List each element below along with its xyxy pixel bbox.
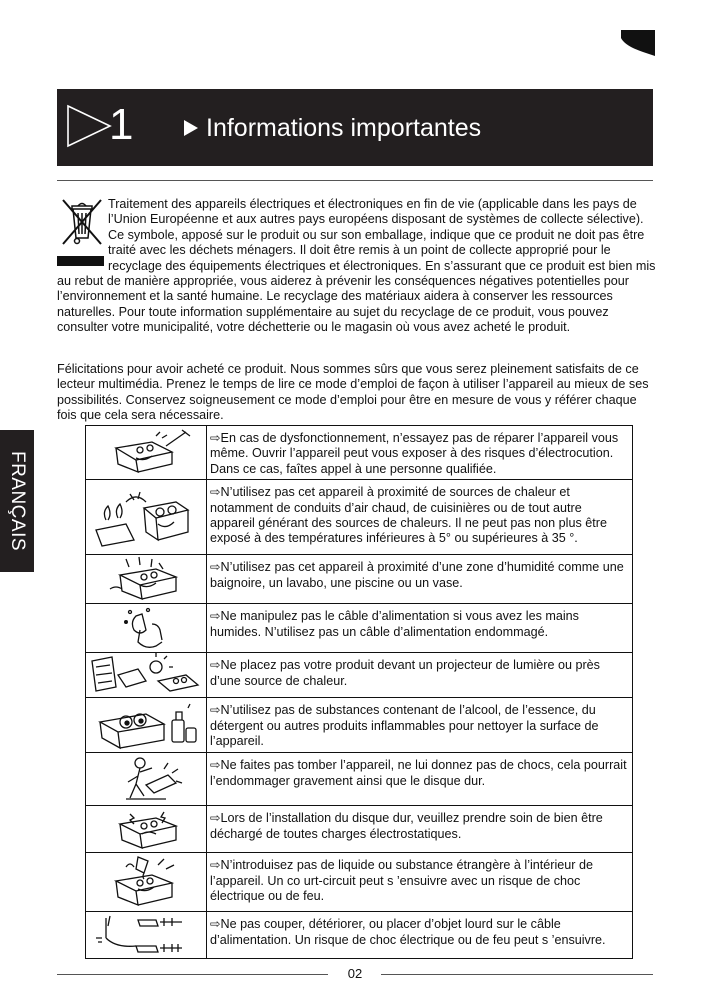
congratulations-text: Félicitations pour avoir acheté ce produit. Nous sommes sûrs que vous serez pleinement satisfaits de ce lecteur multimédia. Prenez le temps de lire ce mode d’emploi de façon à utiliser l’appareil au mieux de ses possibilités. Conservez soigneusement ce mode d’emploi pour être en mesure de vous y référer chaque fois que cela sera nécessaire. (57, 362, 649, 423)
warning-illustration (86, 555, 207, 604)
warning-illustration (86, 426, 207, 480)
warning-illustration (86, 653, 207, 698)
warning-text: ⇨N’utilisez pas cet appareil à proximité de sources de chaleur et notamment de conduits d’air chaud, de cuisinières ou de tout autre appareil générant des sources de chaleurs. Il ne peut pas non plus être exposé à des températures inférieures à 5° ou supérieures à 35 °. (207, 480, 633, 555)
static-discharge-icon (86, 806, 204, 852)
warning-illustration (86, 753, 207, 806)
warning-row (86, 806, 633, 853)
warning-illustration (86, 806, 207, 853)
flammable-cleaner-icon (86, 698, 204, 752)
warning-row (86, 912, 633, 959)
warning-illustration (86, 853, 207, 912)
page-number: 02 (347, 966, 363, 981)
heat-source-icon (86, 480, 204, 554)
play-triangle-icon (184, 120, 198, 136)
humidity-icon (86, 555, 204, 603)
warning-illustration (86, 480, 207, 555)
warning-illustration (86, 604, 207, 653)
liquid-intrusion-icon (86, 853, 204, 911)
warning-text: ⇨N’utilisez pas cet appareil à proximité d’une zone d’humidité comme une baignoire, un lavabo, une piscine ou un vase. (207, 555, 633, 604)
warning-row (86, 604, 633, 653)
warning-text: ⇨En cas de dysfonctionnement, n’essayez pas de réparer l’appareil vous même. Ouvrir l’appareil peut vous exposer à des risques d’électrocution. Dans ce cas, faîtes appel à une personne qualifiée. (207, 426, 633, 480)
warning-text: ⇨Ne faites pas tomber l’appareil, ne lui donnez pas de chocs, cela pourrait l’endommager gravement ainsi que le disque dur. (207, 753, 633, 806)
chapter-number: 1 (109, 100, 134, 149)
warning-row (86, 698, 633, 753)
warning-text: ⇨Ne pas couper, détériorer, ou placer d’objet lourd sur le câble d’alimentation. Un risque de choc électrique ou de feu peut s ’ensuivre. (207, 912, 633, 959)
repair-warning-icon (86, 426, 204, 476)
weee-notice (57, 197, 659, 336)
language-label: FRANÇAIS (7, 450, 28, 552)
warning-row (86, 653, 633, 698)
corner-tab-mark (615, 28, 655, 56)
footer-divider-right (381, 974, 653, 975)
warning-row (86, 753, 633, 806)
weee-notice-text: Traitement des appareils électriques et électroniques en fin de vie (applicable dans les pays de l’Union Européenne et aux autres pays européens disposant de systèmes de collecte sélective). Ce symbole, apposé sur le produit ou sur son emballage, indique que ce produit ne doit pas être traité avec les déchets ménagers. Il doit être remis à un point de collecte approprié pour le recyclage des équipements électriques et électroniques. En s’assurant que ce produit est bien mis au rebut de manière appropriée, vous aiderez à prévenir les conséquences négatives potentielles pour l’environnement et la santé humaine. Le recyclage des matériaux aidera à conserver les ressources naturelles. Pour toute information supplémentaire au sujet du recyclage de ce produit, vous pouvez consulter votre municipalité, votre déchetterie ou le magasin où vous avez acheté le produit. (57, 197, 656, 335)
drop-shock-icon (86, 753, 204, 805)
warning-row (86, 555, 633, 604)
footer-divider-left (57, 974, 328, 975)
warning-illustration (86, 912, 207, 959)
warning-row (86, 853, 633, 912)
chapter-header (57, 89, 653, 166)
warning-row (86, 480, 633, 555)
warning-row (86, 426, 633, 480)
warning-illustration (86, 698, 207, 753)
warning-text: ⇨Lors de l’installation du disque dur, veuillez prendre soin de bien être déchargé de toutes charges électrostatiques. (207, 806, 633, 853)
warning-text: ⇨Ne manipulez pas le câble d’alimentation si vous avez les mains humides. N’utilisez pas un câble d’alimentation endommagé. (207, 604, 633, 653)
warning-text: ⇨N’utilisez pas de substances contenant de l’alcool, de l’essence, du détergent ou autres produits inflammables pour nettoyer la surface de l’appareil. (207, 698, 633, 753)
header-divider (57, 180, 653, 181)
chapter-arrow-icon (65, 103, 113, 149)
warning-text: ⇨N’introduisez pas de liquide ou substance étrangère à l’intérieur de l’appareil. Un co urt-circuit peut s ’ensuivre avec un risque de choc électrique ou de feu. (207, 853, 633, 912)
wet-hands-cable-icon (86, 604, 204, 652)
warning-text: ⇨Ne placez pas votre produit devant un projecteur de lumière ou près d’une source de chaleur. (207, 653, 633, 698)
light-projector-icon (86, 653, 204, 697)
language-tab (0, 430, 34, 572)
page-title: Informations importantes (206, 114, 482, 142)
safety-warnings-table (85, 425, 633, 959)
cable-damage-icon (86, 912, 204, 958)
